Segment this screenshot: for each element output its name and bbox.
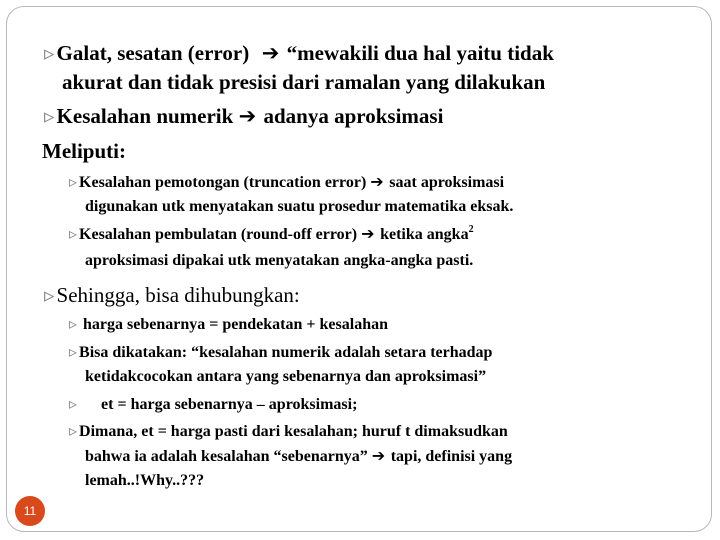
right-arrow-icon: ➔ <box>370 172 390 191</box>
bullet-kesalahan-numerik <box>44 106 443 127</box>
bullet-icon: ▹ <box>69 394 78 413</box>
sub-bullet-formula <box>69 316 388 333</box>
bullet-galat-cont: akurat dan tidak presisi dari ramalan yang dilakukan <box>62 70 546 94</box>
bullet-sehingga-text: Sehingga, bisa dihubungkan: <box>56 283 300 307</box>
bullet-galat-definition: “mewakili dua hal yaitu tidak <box>286 41 554 65</box>
bullet-icon: ▹ <box>44 283 55 307</box>
bullet-icon: ▹ <box>69 224 78 243</box>
sub-bullet-bisa-dikatakan-cont: ketidakcocokan antara yang sebenarnya dan aproksimasi” <box>85 368 487 385</box>
right-arrow-icon: ➔ <box>371 446 391 465</box>
sub-bullet-et-text: et = harga sebenarnya – aproksimasi; <box>101 396 358 413</box>
sub-bullet-roundoff-definition: ketika angka <box>380 226 469 243</box>
sub-bullet-bisa-dikatakan-text: Bisa dikatakan: “kesalahan numerik adalah setara terhadap <box>79 344 493 361</box>
right-arrow-icon: ➔ <box>254 41 287 65</box>
sub-bullet-formula-text: harga sebenarnya = pendekatan + kesalahan <box>83 316 388 333</box>
sub-bullet-roundoff-text: Kesalahan pembulatan (round-off error) <box>79 226 358 243</box>
right-arrow-icon: ➔ <box>238 104 264 128</box>
bullet-icon: ▹ <box>69 342 78 361</box>
sub-bullet-et <box>69 396 357 413</box>
page-number: 11 <box>15 496 45 526</box>
sub-bullet-truncation <box>69 174 504 191</box>
right-arrow-icon: ➔ <box>361 224 381 243</box>
bullet-galat-text: Galat, sesatan (error) <box>56 41 250 65</box>
bullet-sehingga <box>44 285 300 306</box>
sub-bullet-dimana <box>69 423 508 440</box>
bullet-kesalahan-numerik-text: Kesalahan numerik <box>56 104 234 128</box>
superscript: 2 <box>468 224 474 235</box>
bullet-icon: ▹ <box>44 104 55 128</box>
bullet-icon: ▹ <box>69 421 78 440</box>
sub-bullet-dimana-cont-text2: tapi, definisi yang <box>390 448 513 465</box>
sub-bullet-bisa-dikatakan <box>69 344 492 361</box>
sub-bullet-dimana-cont-text: bahwa ia adalah kesalahan “sebenarnya” <box>85 448 368 465</box>
sub-bullet-dimana-cont2: lemah..!Why..??? <box>85 472 205 489</box>
sub-bullet-truncation-definition: saat aproksimasi <box>389 174 505 191</box>
sub-bullet-truncation-text: Kesalahan pemotongan (truncation error) <box>79 174 367 191</box>
meliputi-label: Meliputi: <box>42 139 126 163</box>
bullet-icon: ▹ <box>69 172 78 191</box>
sub-bullet-truncation-cont: digunakan utk menyatakan suatu prosedur matematika eksak. <box>85 198 514 215</box>
bullet-kesalahan-numerik-definition: adanya aproksimasi <box>263 104 444 128</box>
sub-bullet-dimana-cont <box>85 448 512 465</box>
bullet-icon: ▹ <box>44 41 55 65</box>
bullet-galat <box>44 43 554 64</box>
sub-bullet-roundoff <box>69 226 474 243</box>
sub-bullet-roundoff-cont: aproksimasi dipakai utk menyatakan angka-angka pasti. <box>85 252 474 269</box>
sub-bullet-dimana-text: Dimana, et = harga pasti dari kesalahan; huruf t dimaksudkan <box>79 423 508 440</box>
bullet-icon: ▹ <box>69 314 78 333</box>
